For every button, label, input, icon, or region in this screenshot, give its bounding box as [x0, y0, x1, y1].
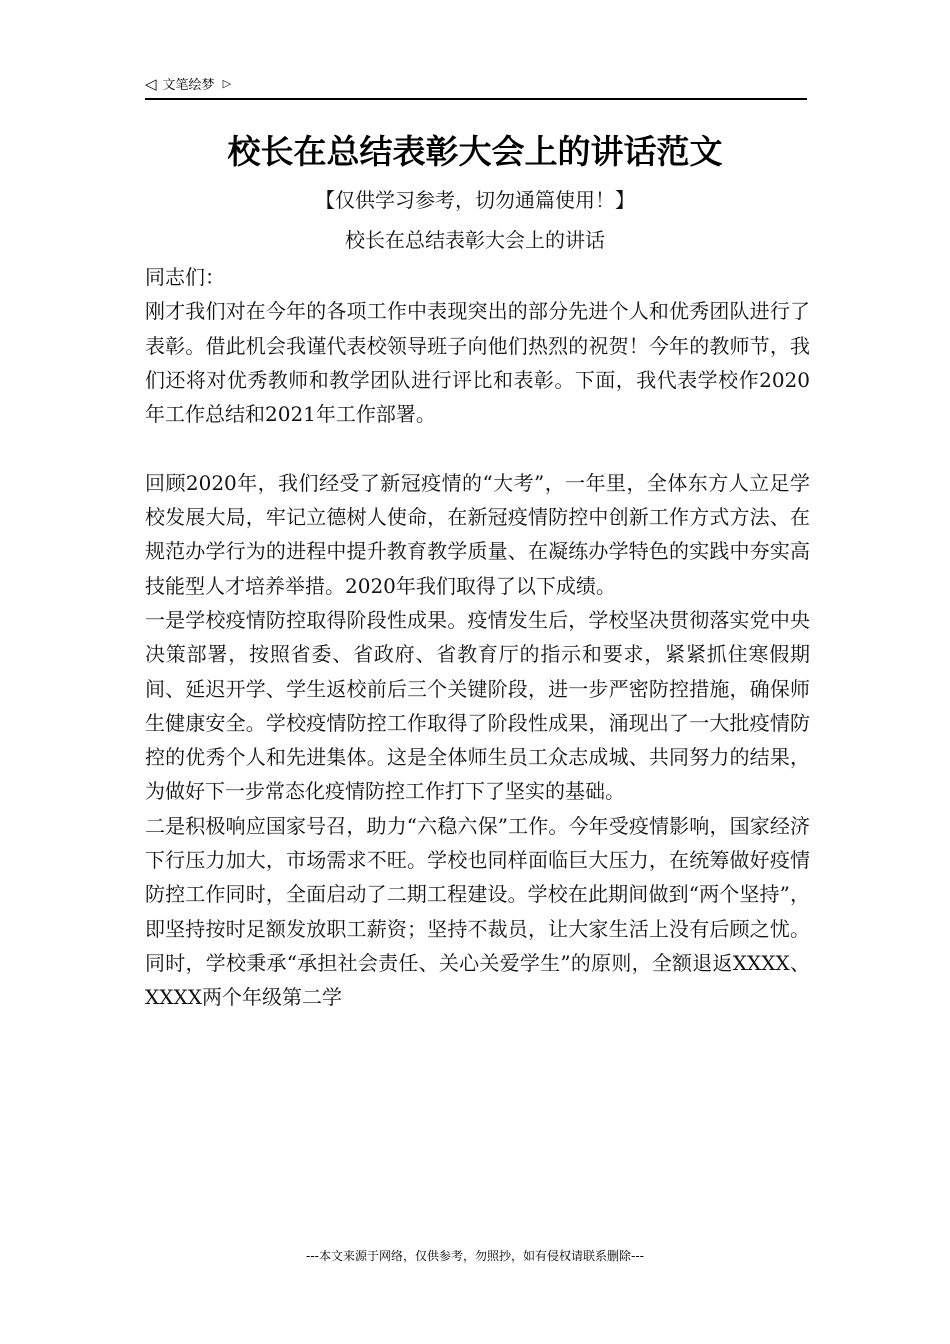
paragraph-spacer — [145, 431, 810, 465]
triangle-right-icon: ▷ — [222, 77, 232, 90]
salutation: 同志们： — [145, 265, 225, 289]
usage-notice: 【仅供学习参考，切勿通篇使用！】 — [315, 188, 635, 212]
body-text — [145, 260, 810, 1015]
paragraph-intro: 刚才我们对在今年的各项工作中表现突出的部分先进个人和优秀团队进行了表彰。借此机会我谨代表校领导班子向他们热烈的祝贺！今年的教师节，我们还将对优秀教师和教学团队进行评比和表彰。下面，我代表学校作2020年工作总结和2021年工作部署。 — [145, 299, 810, 427]
paragraph-point-one: 一是学校疫情防控取得阶段性成果。疫情发生后，学校坚决贯彻落实党中央决策部署，按照省委、省政府、省教育厅的指示和要求，紧紧抓住寒假期间、延迟开学、学生返校前后三个关键阶段，进一步严密防控措施，确保师生健康安全。学校疫情防控工作取得了阶段性成果，涌现出了一大批疫情防控的优秀个人和先进集体。这是全体师生员工众志成城、共同努力的结果，为做好下一步常态化疫情防控工作打下了坚实的基础。 — [145, 607, 810, 804]
page-header — [145, 72, 807, 100]
page-footer: ---本文来源于网络，仅供参考，勿照抄，如有侵权请联系删除--- — [306, 1249, 644, 1263]
paragraph-point-two: 二是积极响应国家号召，助力“六稳六保”工作。今年受疫情影响，国家经济下行压力加大，市场需求不旺。学校也同样面临巨大压力，在统筹做好疫情防控工作同时，全面启动了二期工程建设。学校在此期间做到“两个坚持”，即坚持按时足额发放职工薪资；坚持不裁员，让大家生活上没有后顾之忧。同时，学校秉承“承担社会责任、关心关爱学生”的原则，全额退返XXXX、XXXX两个年级第二学 — [145, 813, 810, 1010]
document-title: 校长在总结表彰大会上的讲话范文 — [227, 132, 723, 171]
paragraph-review: 回顾2020年，我们经受了新冠疫情的“大考”，一年里，全体东方人立足学校发展大局，牢记立德树人使命，在新冠疫情防控中创新工作方式方法、在规范办学行为的进程中提升教育教学质量、在凝练办学特色的实践中夯实高技能型人才培养举措。2020年我们取得了以下成绩。 — [145, 470, 810, 598]
triangle-left-icon: ◁ — [145, 75, 157, 93]
document-subtitle: 校长在总结表彰大会上的讲话 — [345, 228, 605, 252]
brand-name: 文笔绘梦 — [162, 78, 215, 93]
